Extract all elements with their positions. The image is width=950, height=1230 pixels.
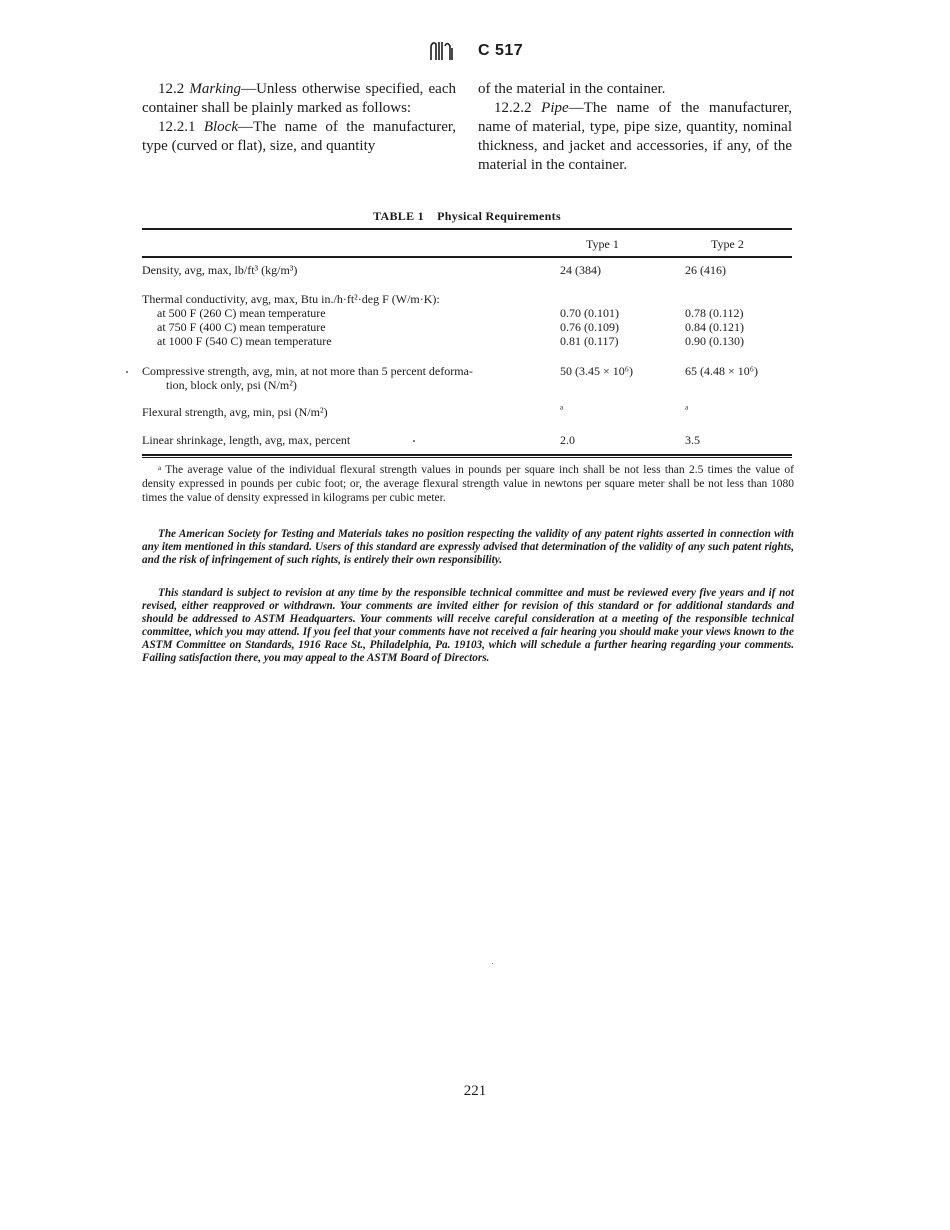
astm-logo-icon (428, 38, 456, 64)
column-header-type2: Type 2 (711, 237, 744, 251)
section-number: 12.2 (158, 81, 190, 97)
section-heading: Marking (189, 81, 242, 97)
page-header (428, 38, 523, 64)
scan-speck (492, 963, 493, 964)
cell-500f-type2: 0.78 (0.112) (685, 306, 744, 320)
cell-density-type2: 26 (416) (685, 263, 726, 277)
row-label-500f: at 500 F (260 C) mean temperature (157, 306, 326, 320)
revision-notice: This standard is subject to revision at any time by the responsible technical committee and must be reviewed every five years and if not revised, either reapproved or withdrawn. Your comments are invited either for revision of this standard or for additional standards and should be addressed to ASTM Headquarters. Your comments will receive careful consideration at a meeting of the responsible technical committee, which you may attend. If you feel that your comments have not received a fair hearing you should make your views known to the ASTM Committee on Standards, 1916 Race St., Philadelphia, Pa. 19103, which will schedule a further hearing regarding your comments. Failing satisfaction there, you may appeal to the ASTM Board of Directors. (142, 587, 794, 664)
cell-shrinkage-type2: 3.5 (685, 433, 700, 447)
table-top-rule (142, 228, 792, 230)
section-12-2 (142, 80, 456, 118)
patent-notice: The American Society for Testing and Materials takes no position respecting the validity of any patent rights asserted in connection with any item mentioned in this standard. Users of this standard are expressly advised that determination of the validity of any such patent rights, and the risk of infringement of such rights, is entirely their own responsibility. (142, 528, 794, 566)
scan-speck (413, 440, 415, 442)
row-label-compressive-cont: tion, block only, psi (N/m²) (166, 378, 297, 392)
table-caption: TABLE 1 Physical Requirements (373, 209, 561, 223)
cell-flexural-type2: ᵃ (685, 402, 689, 416)
cell-shrinkage-type1: 2.0 (560, 433, 575, 447)
cell-compressive-type2: 65 (4.48 × 10⁶) (685, 364, 758, 378)
table-footnote: ᵃ The average value of the individual flexural strength values in pounds per square inch shall be not less than 2.5 times the value of density expressed in pounds per cubic foot; or, the average flexural strength value in newtons per square meter shall be not less than 1080 times the value of density expressed in kilograms per cubic meter. (142, 464, 794, 504)
cell-750f-type2: 0.84 (0.121) (685, 320, 744, 334)
section-number: 12.2.1 (158, 119, 204, 135)
row-label-flexural-strength: Flexural strength, avg, min, psi (N/m²) (142, 405, 328, 419)
cell-compressive-type1: 50 (3.45 × 10⁶) (560, 364, 633, 378)
section-12-2-1-continued: of the material in the container. (478, 81, 666, 97)
cell-density-type1: 24 (384) (560, 263, 601, 277)
row-label-linear-shrinkage: Linear shrinkage, length, avg, max, percent (142, 433, 351, 447)
section-12-2-1 (142, 118, 456, 156)
scan-speck (126, 371, 128, 373)
row-label-density: Density, avg, max, lb/ft³ (kg/m³) (142, 263, 298, 277)
section-heading: Block (203, 119, 238, 135)
row-label-750f: at 750 F (400 C) mean temperature (157, 320, 326, 334)
section-text: —The name of the manufacturer, type (curved or flat), size, and quantity (142, 119, 456, 154)
section-heading: Pipe (541, 100, 569, 116)
cell-1000f-type2: 0.90 (0.130) (685, 334, 744, 348)
section-text: —The name of the manufacturer, name of material, type, pipe size, quantity, nominal thickness, and jacket and accessories, if any, of the material in the container. (478, 100, 792, 173)
text-column-right (478, 80, 792, 175)
table-bottom-rule (142, 454, 792, 456)
column-header-type1: Type 1 (586, 237, 619, 251)
section-12-2-2 (478, 99, 792, 175)
cell-750f-type1: 0.76 (0.109) (560, 320, 619, 334)
text-column-left (142, 80, 456, 156)
page-number: 221 (463, 1083, 487, 1099)
cell-1000f-type1: 0.81 (0.117) (560, 334, 619, 348)
cell-500f-type1: 0.70 (0.101) (560, 306, 619, 320)
standard-number: C 517 (478, 42, 524, 59)
row-label-compressive-strength: Compressive strength, avg, min, at not more than 5 percent deforma- (142, 364, 473, 378)
row-label-thermal-conductivity: Thermal conductivity, avg, max, Btu in./h·ft²·deg F (W/m·K): (142, 292, 440, 306)
section-number: 12.2.2 (494, 100, 542, 116)
section-text: —Unless otherwise specified, each container shall be plainly marked as follows: (142, 81, 456, 116)
table-header-rule (142, 256, 792, 258)
row-label-1000f: at 1000 F (540 C) mean temperature (157, 334, 332, 348)
cell-flexural-type1: ᵃ (560, 402, 564, 416)
table-bottom-rule-thin (142, 457, 792, 458)
